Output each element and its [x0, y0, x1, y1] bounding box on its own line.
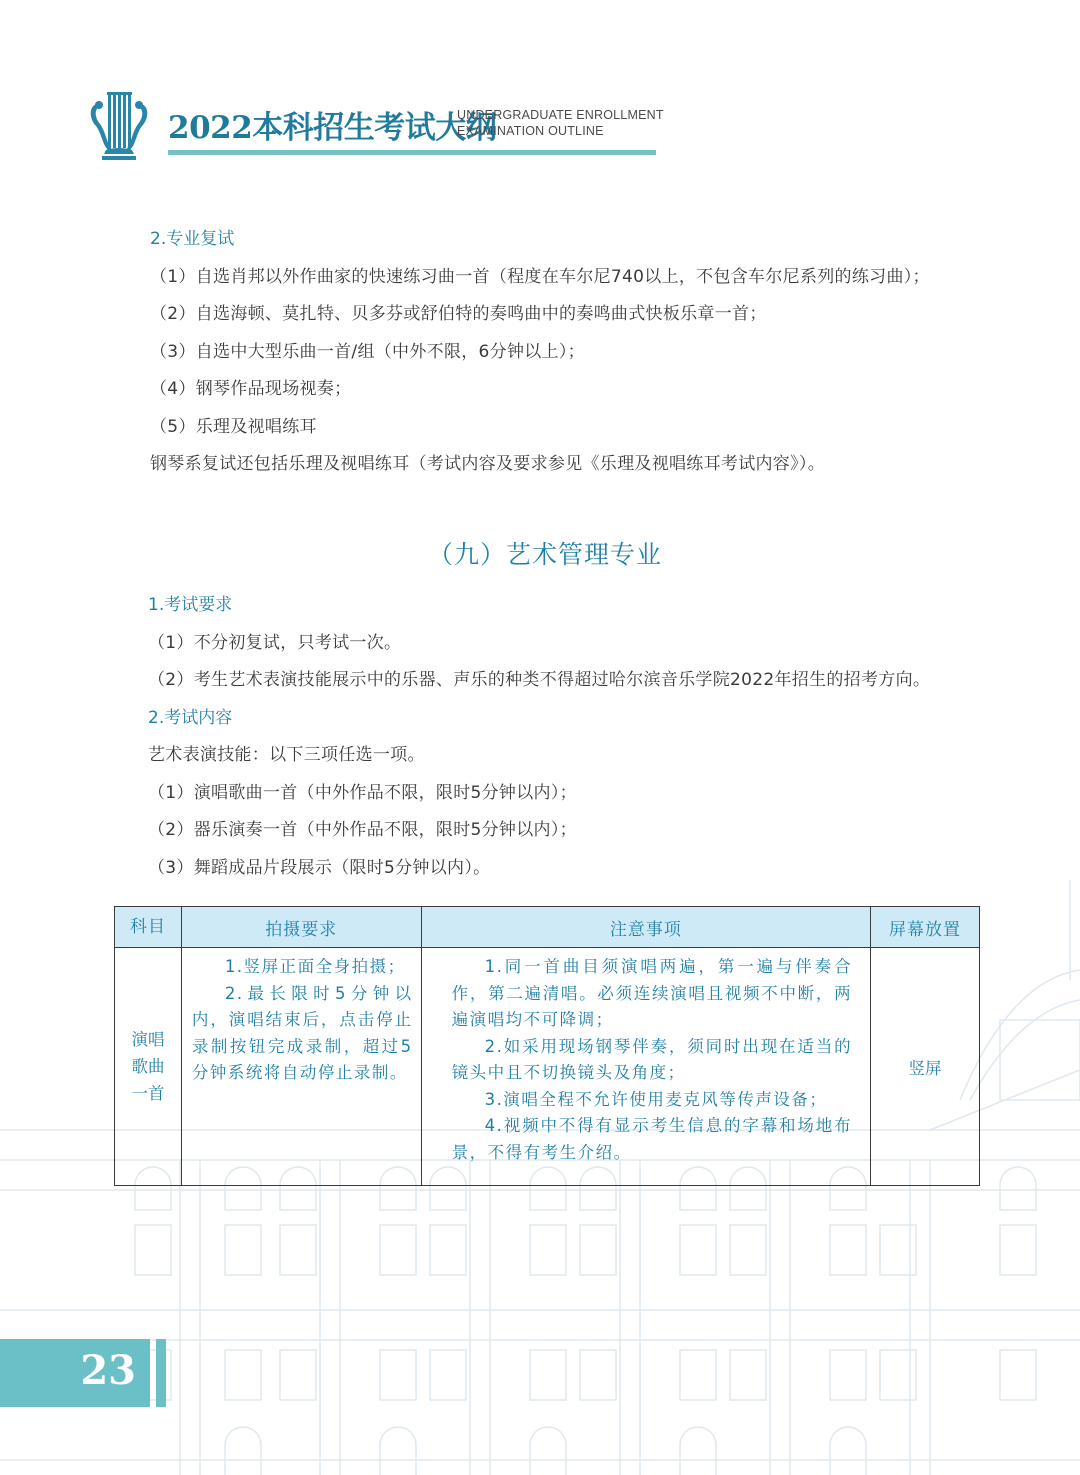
list-item: （3）自选中大型乐曲一首/组（中外不限，6分钟以上）； [150, 342, 585, 362]
list-item: （1）不分初复试，只考试一次。 [148, 633, 402, 653]
page-header [88, 88, 688, 168]
document-title: 2022本科招生考试大纲 [168, 110, 497, 146]
filming-requirements-table [114, 906, 980, 1186]
page-number: 23 [80, 1347, 136, 1394]
note-item: 4.视频中不得有显示考生信息的字幕和场地布景，不得有考生介绍。 [451, 1116, 853, 1162]
subheading-exam-requirements: 1.考试要求 [148, 595, 233, 615]
table-row [115, 948, 980, 1186]
list-item: （5）乐理及视唱练耳 [150, 417, 317, 437]
list-item: （3）舞蹈成品片段展示（限时5分钟以内）。 [148, 858, 491, 878]
page-number-tab [0, 1339, 150, 1407]
document-subtitle-en [457, 107, 664, 139]
subheading-piano-retest: 2.专业复试 [150, 229, 235, 249]
list-item: （2）考生艺术表演技能展示中的乐器、声乐的种类不得超过哈尔滨音乐学院2022年招生的招考方向。 [148, 670, 931, 690]
header-divider [168, 150, 656, 155]
lyre-hcm-logo-icon [88, 90, 150, 162]
cell-filming-requirements [181, 948, 421, 1186]
exam-content-intro: 艺术表演技能：以下三项任选一项。 [148, 745, 425, 765]
subject-line: 歌曲 [131, 1057, 165, 1076]
subject-line: 演唱 [131, 1030, 165, 1049]
page-number-accent-bar [156, 1339, 166, 1407]
list-item: （1）演唱歌曲一首（中外作品不限，限时5分钟以内）； [148, 783, 577, 803]
subheading-exam-content: 2.考试内容 [148, 708, 233, 728]
note-item: 3.演唱全程不允许使用麦克风等传声设备； [484, 1089, 828, 1109]
column-header-filming-requirements: 拍摄要求 [181, 907, 421, 948]
requirement-item: 2.最长限时5分钟以内，演唱结束后，点击停止录制按钮完成录制，超过5分钟系统将自动停止录制。 [191, 983, 413, 1082]
subtitle-line-2: EXAMINATION OUTLINE [457, 124, 604, 138]
note-item: 1.同一首曲目须演唱两遍，第一遍与伴奏合作，第二遍清唱。必须连续演唱且视频不中断，两遍演唱均不可降调； [451, 957, 853, 1029]
cell-screen-orientation: 竖屏 [871, 948, 980, 1186]
list-item: （1）自选肖邦以外作曲家的快速练习曲一首（程度在车尔尼740以上，不包含车尔尼系列的练习曲）； [150, 267, 930, 287]
cell-notes [421, 948, 870, 1186]
subject-line: 一首 [131, 1084, 165, 1103]
requirement-item: 1.竖屏正面全身拍摄； [224, 957, 406, 976]
column-header-notes: 注意事项 [421, 907, 870, 948]
list-item: （4）钢琴作品现场视奏； [150, 379, 352, 399]
table-header-row [115, 907, 980, 948]
note-item: 2.如采用现场钢琴伴奏，须同时出现在适当的镜头中且不切换镜头及角度； [451, 1036, 853, 1082]
section-title-art-management: （九）艺术管理专业 [427, 540, 662, 569]
list-item: （2）自选海顿、莫扎特、贝多芬或舒伯特的奏鸣曲中的奏鸣曲式快板乐章一首； [150, 304, 767, 324]
column-header-subject: 科目 [115, 907, 182, 948]
subtitle-line-1: UNDERGRADUATE ENROLLMENT [457, 108, 664, 122]
cell-subject [115, 948, 182, 1186]
piano-retest-note: 钢琴系复试还包括乐理及视唱练耳（考试内容及要求参见《乐理及视唱练耳考试内容》）。 [150, 454, 825, 474]
column-header-screen-orientation: 屏幕放置 [871, 907, 980, 948]
list-item: （2）器乐演奏一首（中外作品不限，限时5分钟以内）； [148, 820, 577, 840]
